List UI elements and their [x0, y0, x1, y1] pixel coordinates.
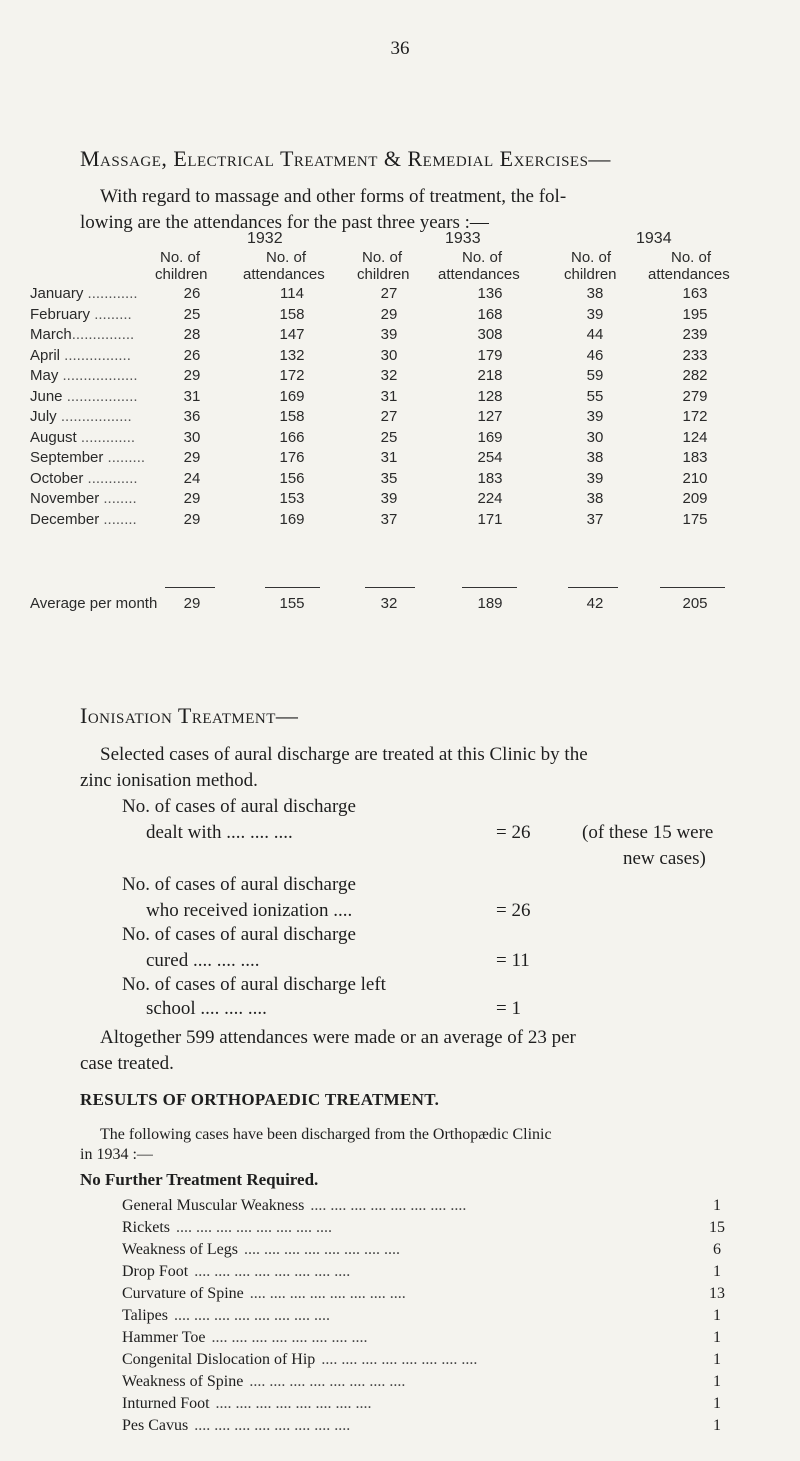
col-header-1934-attendances: No. of [671, 249, 712, 266]
month-label [30, 511, 137, 528]
condition-label: Curvature of Spine [122, 1285, 244, 1302]
list-item [122, 1307, 722, 1329]
table-cell: 36 [183, 408, 201, 425]
month-label [30, 449, 145, 466]
leader-dots: ................. [62, 387, 138, 405]
list-item [122, 1197, 722, 1219]
condition-count: 1 [713, 1329, 721, 1346]
table-cell: 171 [477, 510, 503, 528]
ionisation-summary-line2: case treated. [80, 1053, 174, 1074]
average-value: 155 [279, 595, 305, 612]
month-label [30, 429, 135, 446]
ionisation-item-4-line1: No. of cases of aural discharge left [122, 974, 386, 995]
table-cell: 282 [682, 367, 708, 384]
table-cell: 25 [183, 305, 201, 323]
orthopaedic-heading: RESULTS OF ORTHOPAEDIC TREATMENT. [80, 1090, 440, 1109]
table-cell: 30 [586, 428, 604, 446]
table-cell: 37 [380, 510, 398, 528]
table-cell: 183 [477, 469, 503, 487]
table-cell: 35 [380, 469, 398, 487]
leader-dots: .... .... .... .... .... .... .... .... [215, 1395, 372, 1412]
table-cell: 132 [279, 346, 305, 364]
col-sub-1934-children: children [564, 266, 617, 283]
month-name: July [30, 408, 57, 425]
month-name: October [30, 469, 84, 487]
table-cell: 124 [682, 428, 708, 446]
sum-rule [660, 587, 725, 588]
table-cell: 158 [279, 305, 305, 323]
month-name: February [30, 305, 91, 323]
table-cell: 27 [380, 408, 398, 425]
ionisation-item-4-value: = 1 [496, 998, 521, 1019]
table-cell: 147 [279, 326, 305, 343]
average-value: 189 [477, 595, 503, 612]
ionisation-intro-line2: zinc ionisation method. [80, 770, 258, 791]
leader-dots: ......... [103, 449, 146, 466]
table-cell: 39 [586, 408, 604, 425]
ionisation-item-3-line1: No. of cases of aural discharge [122, 924, 356, 945]
table-row [0, 470, 800, 490]
table-row [0, 429, 800, 449]
ionisation-intro [80, 742, 740, 794]
table-row [0, 408, 800, 428]
table-cell: 29 [183, 490, 201, 507]
month-name: June [30, 387, 63, 405]
month-name: May [30, 367, 59, 384]
table-row [0, 326, 800, 346]
massage-intro-line1: With regard to massage and other forms of treatment, the fol- [100, 186, 567, 207]
table-cell: 209 [682, 490, 708, 507]
table-cell: 224 [477, 490, 503, 507]
table-cell: 39 [380, 326, 398, 343]
table-cell: 46 [586, 346, 604, 364]
list-item [122, 1263, 722, 1285]
condition-count: 1 [713, 1263, 721, 1280]
average-value: 205 [682, 595, 708, 612]
leader-dots: ......... [90, 305, 132, 323]
ionisation-item-1-note: (of these 15 were [582, 822, 714, 843]
condition-label: Pes Cavus [122, 1417, 189, 1434]
leader-dots: ................ [60, 346, 131, 364]
ionisation-summary [80, 1025, 740, 1077]
month-label [30, 490, 137, 507]
list-item [122, 1329, 722, 1351]
condition-count: 15 [709, 1219, 725, 1236]
table-cell: 31 [183, 387, 201, 405]
table-cell: 39 [586, 469, 604, 487]
list-item [122, 1285, 725, 1307]
leader-dots: .... .... .... .... .... .... .... .... [244, 1241, 401, 1258]
table-cell: 28 [183, 326, 201, 343]
average-value: 42 [586, 595, 604, 612]
massage-intro [80, 184, 720, 236]
ionisation-heading: Ionisation Treatment— [80, 703, 299, 728]
page-number: 36 [390, 38, 410, 59]
month-label [30, 285, 138, 302]
table-cell: 29 [183, 449, 201, 466]
table-row [0, 511, 800, 531]
table-cell: 195 [682, 305, 708, 323]
leader-dots: .... .... .... .... .... .... .... .... [176, 1219, 332, 1236]
table-row [0, 285, 800, 305]
month-label [30, 367, 138, 384]
table-cell: 39 [380, 490, 398, 507]
table-cell: 37 [586, 510, 604, 528]
leader-dots: .... .... .... .... .... .... .... .... [310, 1197, 467, 1214]
table-cell: 233 [682, 346, 708, 364]
table-cell: 153 [279, 490, 305, 507]
condition-label: Drop Foot [122, 1263, 189, 1280]
table-cell: 136 [477, 285, 503, 302]
table-cell: 27 [380, 285, 398, 302]
table-cell: 44 [586, 326, 604, 343]
table-row [0, 367, 800, 387]
orthopaedic-subheading: No Further Treatment Required. [80, 1170, 319, 1189]
leader-dots: .... .... .... .... .... .... .... .... [173, 1307, 330, 1324]
month-label [30, 470, 138, 487]
ionisation-item-1-line2: dealt with .... .... .... [146, 822, 293, 843]
table-cell: 128 [477, 387, 503, 405]
table-cell: 279 [682, 387, 708, 405]
table-cell: 166 [279, 428, 305, 446]
table-cell: 26 [183, 346, 201, 364]
average-value: 29 [183, 595, 201, 612]
ionisation-item-1-note2: new cases) [623, 848, 706, 869]
table-cell: 156 [279, 469, 305, 487]
list-item [122, 1219, 725, 1241]
leader-dots: .... .... .... .... .... .... .... .... [194, 1417, 351, 1434]
month-name: September [30, 449, 104, 466]
table-cell: 308 [477, 326, 503, 343]
table-row [0, 306, 800, 326]
month-label [30, 388, 138, 405]
condition-label: Talipes [122, 1307, 168, 1324]
col-header-1932-attendances: No. of [266, 249, 307, 266]
condition-label: Hammer Toe [122, 1329, 206, 1346]
leader-dots: ................. [56, 408, 132, 425]
table-row [0, 490, 800, 510]
table-cell: 31 [380, 387, 398, 405]
condition-count: 1 [713, 1197, 721, 1214]
condition-count: 13 [709, 1285, 725, 1302]
sum-rule [265, 587, 320, 588]
table-cell: 114 [280, 285, 304, 302]
leader-dots: ............ [83, 285, 138, 302]
table-cell: 172 [279, 367, 305, 384]
condition-label: General Muscular Weakness [122, 1197, 305, 1214]
month-name: November [30, 490, 100, 507]
month-name: December [30, 510, 100, 528]
ionisation-item-2-line2: who received ionization .... [146, 900, 353, 921]
ionisation-item-2-line1: No. of cases of aural discharge [122, 874, 356, 895]
orthopaedic-intro-line2: in 1934 :— [80, 1146, 153, 1163]
year-header-1934: 1934 [636, 230, 672, 247]
table-cell: 172 [682, 408, 708, 425]
ionisation-item-1-value: = 26 [496, 822, 531, 843]
condition-count: 1 [713, 1351, 721, 1368]
condition-count: 1 [713, 1373, 721, 1390]
month-label [30, 347, 131, 364]
col-header-1934-children: No. of [571, 249, 612, 266]
table-cell: 254 [477, 449, 503, 466]
sum-rule [165, 587, 215, 588]
table-cell: 29 [183, 510, 201, 528]
table-cell: 169 [477, 428, 503, 446]
condition-label: Congenital Dislocation of Hip [122, 1351, 316, 1368]
table-cell: 38 [586, 285, 604, 302]
table-cell: 239 [682, 326, 708, 343]
massage-heading: Massage, Electrical Treatment & Remedial Exercises— [80, 146, 611, 171]
table-cell: 169 [279, 510, 305, 528]
col-sub-1932-children: children [155, 266, 208, 283]
list-item [122, 1373, 722, 1395]
list-item [122, 1395, 722, 1417]
col-sub-1933-attendances: attendances [438, 266, 520, 283]
average-label: Average per month [30, 595, 158, 612]
ionisation-intro-line1: Selected cases of aural discharge are treated at this Clinic by the [100, 744, 588, 765]
ionisation-item-3-line2: cured .... .... .... [146, 950, 260, 971]
month-label [30, 326, 134, 343]
list-item [122, 1241, 722, 1263]
table-cell: 183 [682, 449, 708, 466]
table-cell: 210 [682, 469, 708, 487]
year-header-1932: 1932 [247, 230, 283, 247]
sum-rule [365, 587, 415, 588]
table-cell: 55 [586, 387, 604, 405]
average-value: 32 [380, 595, 398, 612]
condition-label: Rickets [122, 1219, 170, 1236]
condition-label: Inturned Foot [122, 1395, 210, 1412]
table-cell: 168 [477, 305, 503, 323]
table-cell: 169 [279, 387, 305, 405]
ionisation-item-2-value: = 26 [496, 900, 531, 921]
list-item [122, 1351, 722, 1373]
condition-count: 1 [713, 1307, 721, 1324]
col-sub-1933-children: children [357, 266, 410, 283]
month-label [30, 408, 132, 425]
table-cell: 29 [380, 305, 398, 323]
average-row [0, 595, 800, 615]
ionisation-summary-line1: Altogether 599 attendances were made or an average of 23 per [100, 1027, 576, 1048]
col-header-1932-children: No. of [160, 249, 201, 266]
leader-dots: ........ [99, 490, 137, 507]
table-cell: 26 [183, 285, 201, 302]
month-name: August [30, 428, 77, 446]
table-cell: 38 [586, 490, 604, 507]
table-cell: 158 [279, 408, 305, 425]
table-cell: 25 [380, 428, 398, 446]
table-row [0, 388, 800, 408]
col-header-1933-children: No. of [362, 249, 403, 266]
table-cell: 179 [477, 346, 503, 364]
list-item [122, 1417, 722, 1439]
leader-dots: ............... [71, 326, 135, 343]
col-header-1933-attendances: No. of [462, 249, 503, 266]
table-cell: 29 [183, 367, 201, 384]
year-header-1933: 1933 [445, 230, 481, 247]
condition-label: Weakness of Spine [122, 1373, 244, 1390]
month-label [30, 306, 132, 323]
condition-count: 6 [713, 1241, 721, 1258]
ionisation-item-4-line2: school .... .... .... [146, 998, 267, 1019]
table-cell: 176 [279, 449, 305, 466]
orthopaedic-intro [80, 1125, 760, 1165]
leader-dots: .... .... .... .... .... .... .... .... [194, 1263, 351, 1280]
leader-dots: ............ [83, 469, 138, 487]
table-cell: 163 [682, 285, 708, 302]
leader-dots: .... .... .... .... .... .... .... .... [249, 1373, 406, 1390]
leader-dots: ........ [99, 510, 137, 528]
month-name: January [30, 285, 84, 302]
table-cell: 24 [183, 469, 201, 487]
leader-dots: .... .... .... .... .... .... .... .... [249, 1285, 406, 1302]
table-cell: 31 [380, 449, 398, 466]
sum-rule [568, 587, 618, 588]
table-cell: 127 [477, 408, 503, 425]
condition-label: Weakness of Legs [122, 1241, 239, 1258]
leader-dots: .................. [58, 367, 138, 384]
col-sub-1932-attendances: attendances [243, 266, 325, 283]
month-name: March [30, 326, 72, 343]
sum-rule [462, 587, 517, 588]
ionisation-item-3-value: = 11 [496, 950, 530, 971]
ionisation-item-1-line1: No. of cases of aural discharge [122, 796, 356, 817]
condition-count: 1 [713, 1417, 721, 1434]
condition-count: 1 [713, 1395, 721, 1412]
table-cell: 59 [586, 367, 604, 384]
table-cell: 39 [586, 305, 604, 323]
table-cell: 30 [380, 346, 398, 364]
leader-dots: .... .... .... .... .... .... .... .... [211, 1329, 368, 1346]
month-name: April [30, 346, 61, 364]
table-row [0, 347, 800, 367]
orthopaedic-intro-line1: The following cases have been discharged from the Orthopædic Clinic [100, 1126, 552, 1143]
leader-dots: ............. [76, 428, 136, 446]
table-cell: 175 [682, 510, 708, 528]
table-row [0, 449, 800, 469]
table-cell: 30 [183, 428, 201, 446]
leader-dots: .... .... .... .... .... .... .... .... [321, 1351, 478, 1368]
col-sub-1934-attendances: attendances [648, 266, 730, 283]
table-cell: 38 [586, 449, 604, 466]
table-cell: 218 [477, 367, 503, 384]
table-cell: 32 [380, 367, 398, 384]
massage-intro-line2: lowing are the attendances for the past three years :— [80, 212, 489, 233]
